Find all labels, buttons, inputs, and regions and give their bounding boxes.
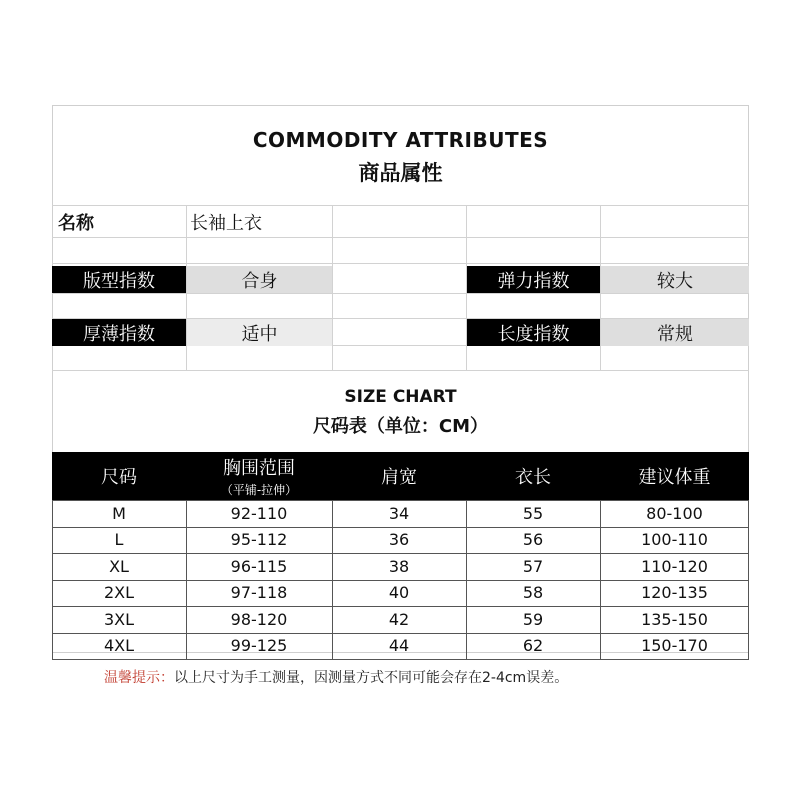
- size-chart-title-cn: 尺码表（单位：CM）: [312, 416, 489, 437]
- cell-shoulder: 34: [388, 503, 410, 523]
- cell-length: 62: [522, 636, 544, 656]
- header-chest-sub: （平铺-拉伸）: [220, 483, 298, 497]
- divider: [52, 293, 749, 294]
- cell-size: XL: [109, 556, 129, 576]
- row-divider: [52, 659, 749, 660]
- elastic-value: 较大: [601, 266, 749, 293]
- header-size-label: 尺码: [101, 467, 137, 488]
- divider: [52, 263, 749, 264]
- cell-length: 59: [522, 609, 544, 629]
- cell-length: 58: [522, 583, 544, 603]
- tip-text: 以上尺寸为手工测量，因测量方式不同可能会存在2-4cm误差。: [174, 670, 569, 686]
- fit-value: 合身: [187, 266, 332, 293]
- header-size: [52, 452, 186, 500]
- cell-weight: 80-100: [646, 503, 703, 523]
- cell-shoulder: 44: [388, 636, 410, 656]
- thickness-label: 厚薄指数: [52, 319, 186, 346]
- elastic-label: 弹力指数: [467, 266, 600, 293]
- thickness-value: 适中: [187, 319, 332, 346]
- cell-chest: 99-125: [230, 636, 288, 656]
- cell-chest: 98-120: [230, 609, 288, 629]
- header-shoulder-label: 肩宽: [381, 467, 417, 488]
- commodity-attributes-title-cn: 商品属性: [358, 161, 443, 185]
- name-label: 名称: [58, 213, 94, 234]
- cell-chest: 95-112: [230, 530, 288, 550]
- cell-shoulder: 38: [388, 556, 410, 576]
- cell-weight: 150-170: [641, 636, 708, 656]
- cell-chest: 97-118: [230, 583, 288, 603]
- tip-note: [104, 667, 568, 687]
- fit-label: 版型指数: [52, 266, 186, 293]
- cell-length: 55: [522, 503, 544, 523]
- name-value: 长袖上衣: [190, 213, 262, 234]
- header-weight-label: 建议体重: [638, 467, 711, 488]
- cell-length: 57: [522, 556, 544, 576]
- divider: [52, 237, 749, 238]
- header-chest-label: 胸围范围: [223, 458, 295, 479]
- cell-weight: 100-110: [641, 530, 708, 550]
- length-value: 常规: [601, 319, 749, 346]
- cell-shoulder: 42: [388, 609, 410, 629]
- cell-size: 4XL: [103, 636, 135, 656]
- cell-size: 2XL: [103, 583, 135, 603]
- cell-size: L: [114, 530, 124, 550]
- cell-weight: 120-135: [641, 583, 708, 603]
- length-label: 长度指数: [467, 319, 600, 346]
- cell-size: 3XL: [103, 609, 135, 629]
- commodity-attributes-title: COMMODITY ATTRIBUTES: [252, 128, 549, 152]
- header-weight: [600, 452, 749, 500]
- cell-shoulder: 36: [388, 530, 410, 550]
- cell-weight: 135-150: [641, 609, 708, 629]
- divider: [332, 205, 333, 370]
- cell-chest: 96-115: [230, 556, 288, 576]
- header-shoulder: [332, 452, 466, 500]
- cell-weight: 110-120: [641, 556, 708, 576]
- header-length-label: 衣长: [515, 467, 551, 488]
- divider: [52, 370, 749, 371]
- header-length: [466, 452, 600, 500]
- header-chest: [186, 452, 332, 500]
- cell-chest: 92-110: [230, 503, 288, 523]
- tip-label: 温馨提示：: [104, 670, 174, 686]
- cell-shoulder: 40: [388, 583, 410, 603]
- cell-length: 56: [522, 530, 544, 550]
- cell-size: M: [112, 503, 126, 523]
- size-chart-title: SIZE CHART: [344, 387, 457, 407]
- divider: [52, 205, 749, 206]
